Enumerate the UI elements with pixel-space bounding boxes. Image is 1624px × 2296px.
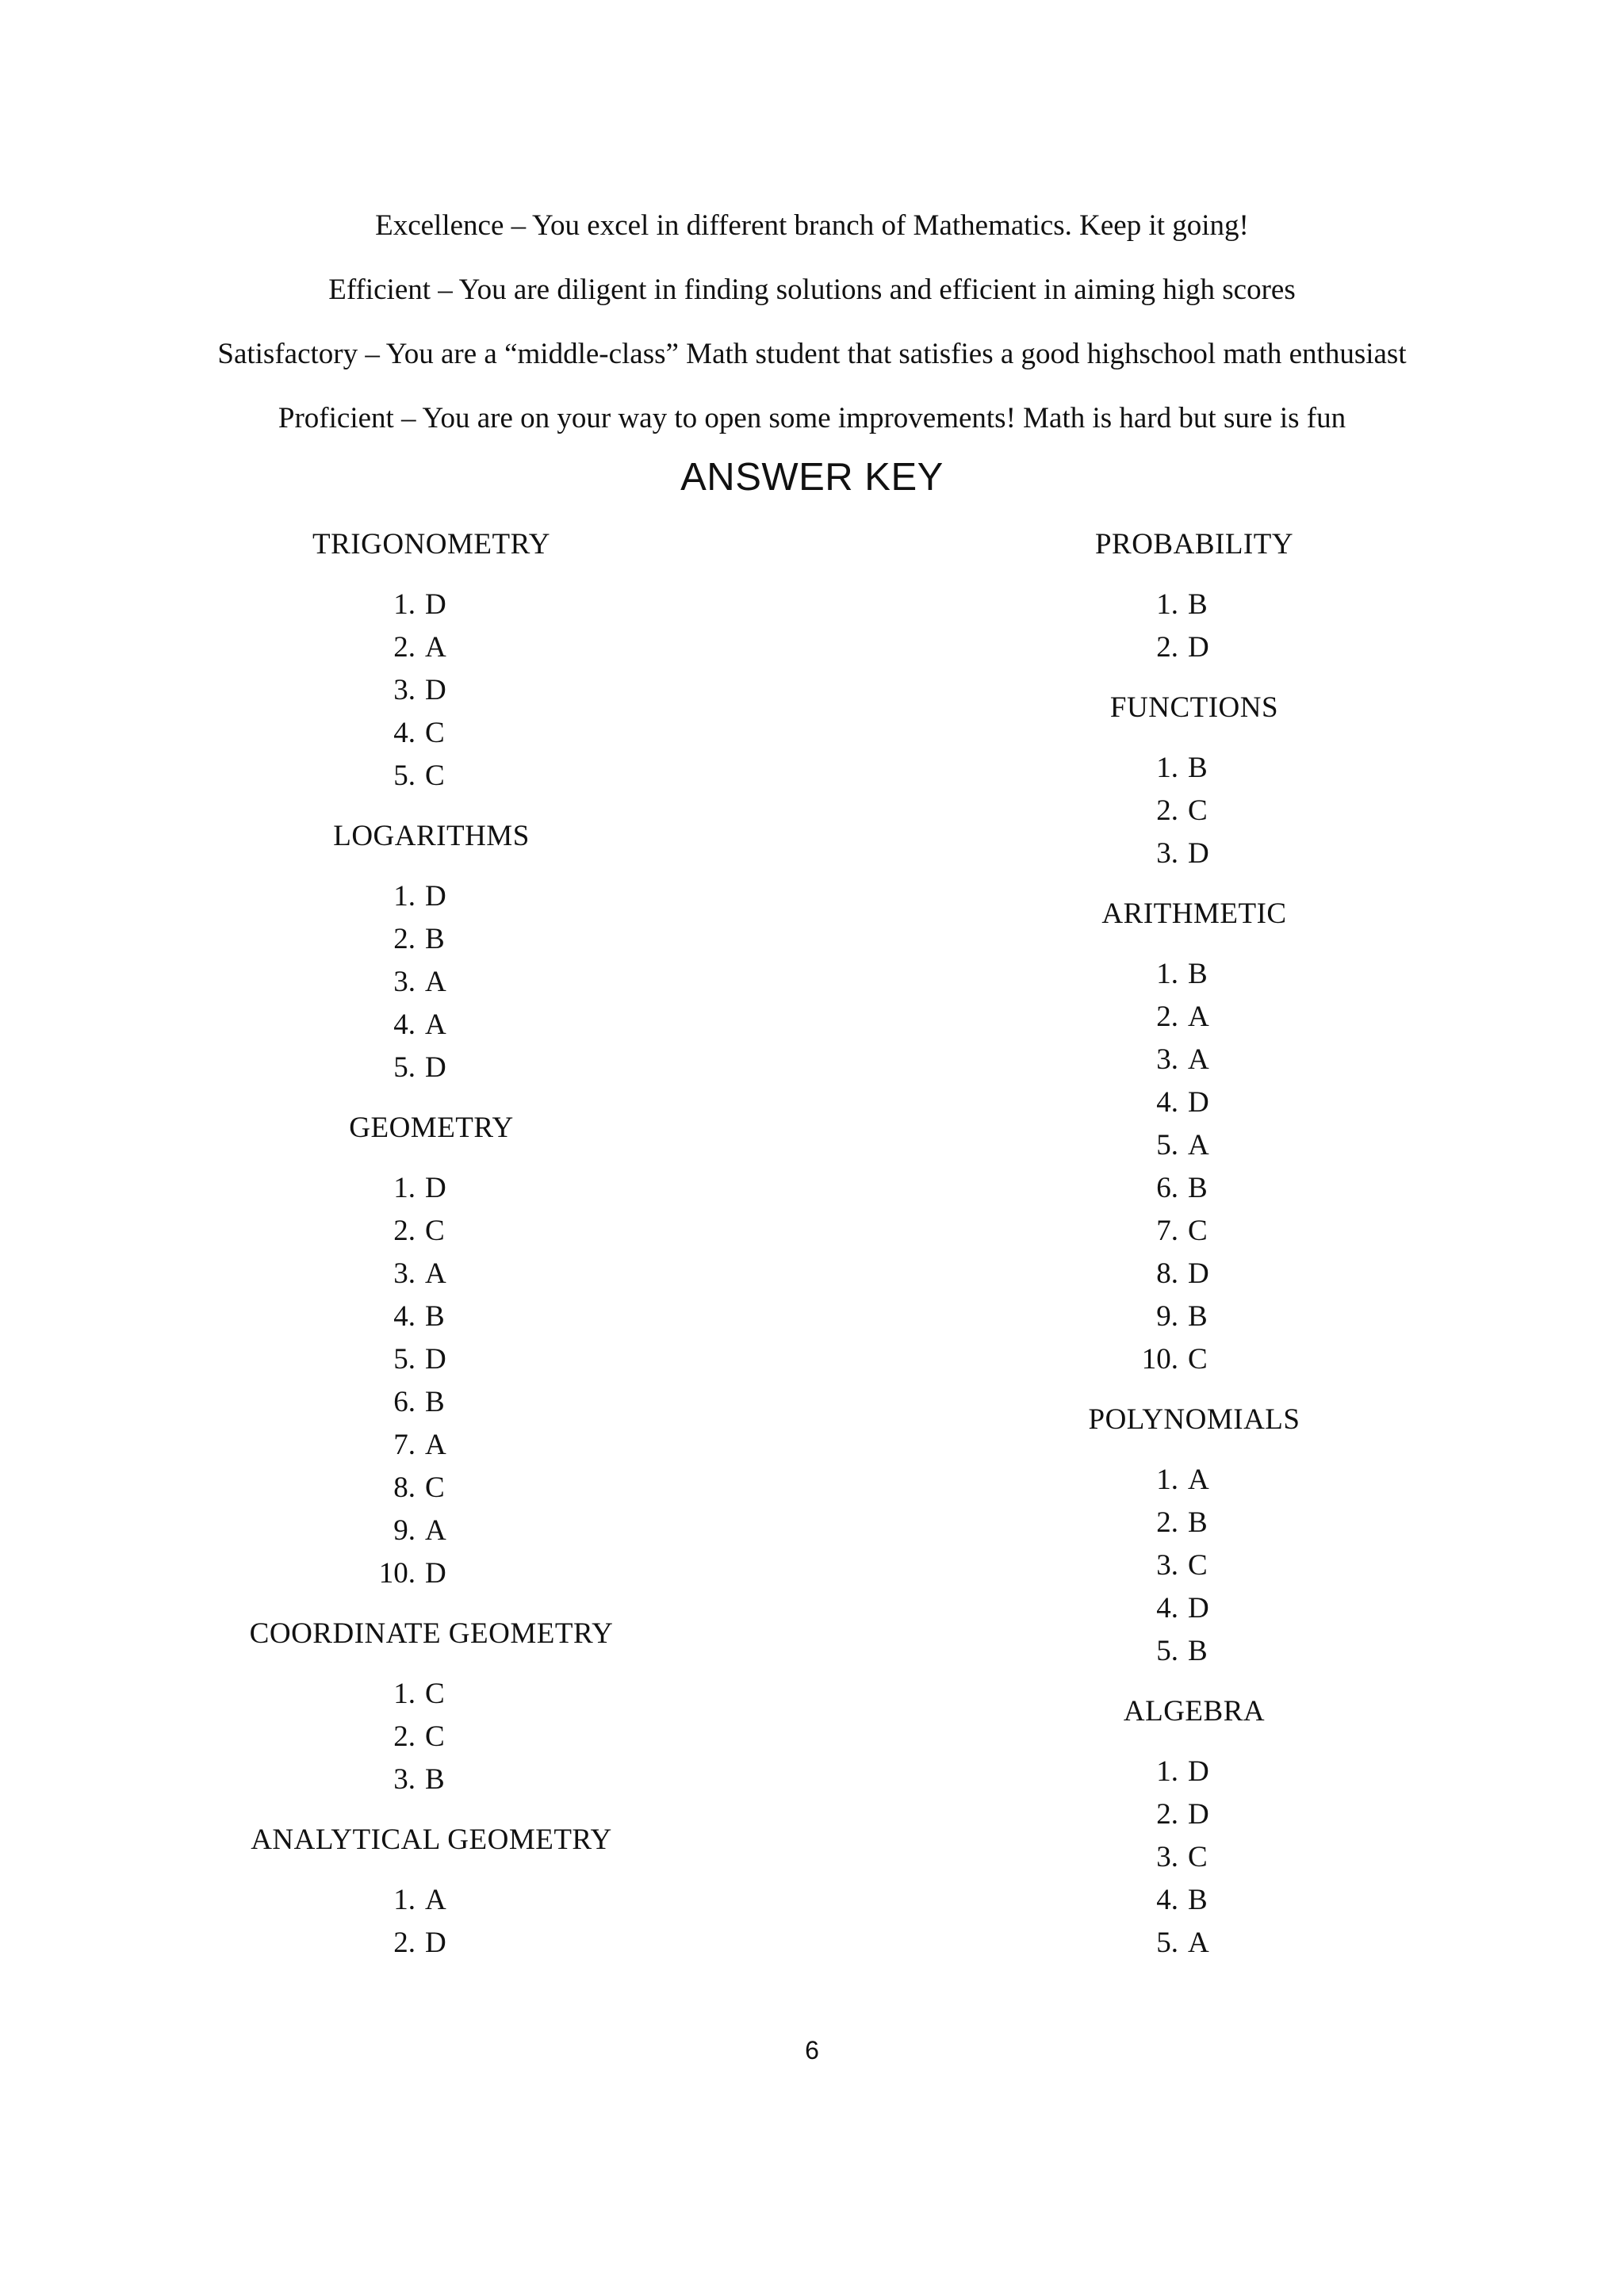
answer-item: [193, 712, 669, 755]
answer-number: 2.: [1156, 631, 1178, 664]
answer-number: 1.: [1156, 958, 1178, 990]
answer-item: [956, 1459, 1432, 1502]
answer-section-analytical-geometry: [193, 1819, 669, 1965]
rating-satisfactory: Satisfactory – You are a “middle-class” Math student that satisfies a good highschool math enthusiast: [217, 338, 1407, 370]
answer-item: [956, 790, 1432, 832]
page-title: ANSWER KEY: [680, 456, 944, 499]
answer-letter: C: [425, 1471, 445, 1504]
answer-section-functions: [956, 687, 1432, 875]
answer-item: [956, 626, 1432, 669]
answer-letter: B: [425, 923, 445, 955]
answer-item: [956, 1879, 1432, 1922]
answer-number: 2.: [1156, 794, 1178, 827]
section-heading: LOGARITHMS: [333, 820, 530, 852]
answer-number: 5.: [393, 1051, 416, 1084]
page-number: 6: [805, 2036, 819, 2064]
answer-number: 4.: [393, 1300, 416, 1333]
answer-item: [956, 1124, 1432, 1167]
answer-letter: D: [425, 674, 446, 706]
answer-item: [193, 1552, 669, 1595]
answer-letter: A: [425, 1008, 446, 1041]
answer-letter: D: [425, 588, 446, 621]
answer-letter: D: [1188, 1798, 1209, 1831]
answer-item: [956, 953, 1432, 996]
answer-letter: B: [1188, 588, 1208, 621]
section-heading: ALGEBRA: [1123, 1695, 1266, 1728]
answer-number: 2.: [393, 1720, 416, 1753]
answer-letter: A: [1188, 1464, 1209, 1496]
answer-letter: D: [425, 1927, 446, 1959]
answer-item: [956, 1587, 1432, 1630]
answer-item: [956, 747, 1432, 790]
answer-letter: C: [1188, 794, 1208, 827]
answer-letter: D: [425, 1557, 446, 1590]
answer-number: 7.: [393, 1429, 416, 1461]
answer-section-trigonometry: [193, 523, 669, 798]
answer-letter: A: [425, 1514, 446, 1547]
answer-letter: B: [1188, 752, 1208, 784]
answer-item: [956, 1338, 1432, 1381]
answer-letter: D: [425, 1343, 446, 1376]
answer-list: [956, 747, 1432, 875]
answer-number: 3.: [393, 1763, 416, 1796]
answer-section-logarithms: [193, 815, 669, 1089]
answer-number: 2.: [1156, 1798, 1178, 1831]
answer-number: 2.: [393, 1927, 416, 1959]
section-heading: POLYNOMIALS: [1088, 1403, 1300, 1436]
section-heading: COORDINATE GEOMETRY: [249, 1617, 614, 1650]
answer-number: 5.: [393, 1343, 416, 1376]
answer-number: 2.: [393, 923, 416, 955]
answer-item: [193, 1673, 669, 1716]
answer-list: [956, 953, 1432, 1381]
answer-number: 3.: [393, 966, 416, 998]
answer-number: 5.: [1156, 1635, 1178, 1667]
answer-number: 3.: [1156, 837, 1178, 870]
answer-number: 5.: [1156, 1129, 1178, 1161]
answer-number: 4.: [1156, 1884, 1178, 1916]
answer-letter: C: [425, 760, 445, 792]
answer-item: [193, 1210, 669, 1253]
answer-number: 9.: [1156, 1300, 1178, 1333]
answer-item: [193, 918, 669, 961]
answer-item: [193, 1424, 669, 1467]
answer-letter: D: [1188, 1257, 1209, 1290]
answer-number: 8.: [1156, 1257, 1178, 1290]
answer-item: [956, 1210, 1432, 1253]
answer-item: [193, 961, 669, 1004]
answer-letter: A: [1188, 1129, 1209, 1161]
answer-item: [193, 1758, 669, 1801]
answer-number: 1.: [1156, 1464, 1178, 1496]
answer-number: 1.: [393, 1678, 416, 1710]
answer-number: 3.: [1156, 1841, 1178, 1873]
answer-number: 2.: [393, 1215, 416, 1247]
answer-letter: C: [1188, 1343, 1208, 1376]
answer-number: 4.: [1156, 1592, 1178, 1624]
answer-list: [193, 1673, 669, 1801]
answer-item: [193, 1922, 669, 1965]
answer-item: [193, 1047, 669, 1089]
section-heading: ARITHMETIC: [1101, 897, 1287, 930]
answer-number: 3.: [393, 1257, 416, 1290]
answer-number: 1.: [393, 1172, 416, 1204]
answer-list: [956, 584, 1432, 669]
answer-letter: A: [425, 966, 446, 998]
answer-letter: C: [1188, 1549, 1208, 1582]
answer-number: 2.: [393, 631, 416, 664]
answer-letter: A: [1188, 1927, 1209, 1959]
answer-item: [956, 1039, 1432, 1081]
answer-section-arithmetic: [956, 893, 1432, 1381]
answer-number: 1.: [393, 588, 416, 621]
answer-number: 4.: [393, 1008, 416, 1041]
answer-letter: D: [425, 1172, 446, 1204]
answer-letter: B: [1188, 1884, 1208, 1916]
answer-letter: B: [1188, 1172, 1208, 1204]
answer-number: 1.: [1156, 1755, 1178, 1788]
answer-list: [193, 1879, 669, 1965]
answer-item: [193, 1879, 669, 1922]
answer-letter: B: [1188, 1506, 1208, 1539]
answer-letter: C: [425, 1678, 445, 1710]
rating-excellence: Excellence – You excel in different branch of Mathematics. Keep it going!: [375, 209, 1249, 242]
answer-number: 3.: [393, 674, 416, 706]
answer-letter: A: [425, 1429, 446, 1461]
answer-number: 4.: [393, 717, 416, 749]
answer-number: 6.: [1156, 1172, 1178, 1204]
answer-number: 1.: [1156, 588, 1178, 621]
answer-item: [193, 1467, 669, 1510]
answer-letter: B: [425, 1763, 445, 1796]
answer-letter: D: [1188, 631, 1209, 664]
answer-list: [193, 1167, 669, 1595]
answer-letter: A: [425, 631, 446, 664]
answer-item: [193, 755, 669, 798]
answer-number: 3.: [1156, 1549, 1178, 1582]
answer-letter: C: [425, 717, 445, 749]
answer-item: [956, 1793, 1432, 1836]
answer-number: 1.: [1156, 752, 1178, 784]
rating-efficient: Efficient – You are diligent in finding solutions and efficient in aiming high scores: [328, 274, 1296, 306]
answer-list: [956, 1751, 1432, 1965]
answer-item: [193, 1167, 669, 1210]
answer-letter: A: [425, 1884, 446, 1916]
answer-letter: D: [425, 1051, 446, 1084]
answer-section-geometry: [193, 1107, 669, 1595]
answer-item: [193, 626, 669, 669]
answer-item: [956, 1081, 1432, 1124]
answer-number: 5.: [393, 760, 416, 792]
answer-item: [956, 1630, 1432, 1673]
answer-item: [956, 832, 1432, 875]
answer-list: [193, 584, 669, 798]
answer-letter: D: [1188, 1592, 1209, 1624]
answer-section-coordinate-geometry: [193, 1613, 669, 1801]
answer-number: 2.: [1156, 1001, 1178, 1033]
answer-item: [956, 1167, 1432, 1210]
answer-item: [956, 584, 1432, 626]
answer-section-probability: [956, 523, 1432, 669]
answer-item: [193, 1510, 669, 1552]
section-heading: ANALYTICAL GEOMETRY: [251, 1823, 612, 1856]
answer-item: [956, 1295, 1432, 1338]
answer-section-algebra: [956, 1690, 1432, 1965]
answer-item: [193, 584, 669, 626]
answer-letter: B: [1188, 1635, 1208, 1667]
answer-item: [193, 669, 669, 712]
answer-letter: A: [1188, 1043, 1209, 1076]
answer-section-polynomials: [956, 1399, 1432, 1673]
answer-item: [956, 1502, 1432, 1544]
answer-letter: B: [1188, 958, 1208, 990]
answer-item: [956, 996, 1432, 1039]
answer-number: 7.: [1156, 1215, 1178, 1247]
answer-number: 6.: [393, 1386, 416, 1418]
answer-item: [193, 1004, 669, 1047]
answer-letter: C: [1188, 1215, 1208, 1247]
answer-item: [956, 1751, 1432, 1793]
answer-list: [956, 1459, 1432, 1673]
answer-number: 4.: [1156, 1086, 1178, 1119]
answer-item: [956, 1922, 1432, 1965]
answer-item: [956, 1836, 1432, 1879]
answer-letter: C: [425, 1215, 445, 1247]
section-heading: GEOMETRY: [349, 1112, 514, 1144]
answer-number: 10.: [378, 1557, 416, 1590]
answer-number: 10.: [1141, 1343, 1178, 1376]
rating-proficient: Proficient – You are on your way to open some improvements! Math is hard but sure is fun: [278, 402, 1346, 434]
answer-letter: D: [425, 880, 446, 913]
section-heading: PROBABILITY: [1094, 528, 1294, 561]
answer-number: 2.: [1156, 1506, 1178, 1539]
answer-item: [956, 1253, 1432, 1295]
rating-descriptions: [0, 193, 1624, 450]
answer-letter: A: [425, 1257, 446, 1290]
answer-number: 1.: [393, 880, 416, 913]
answer-item: [193, 1253, 669, 1295]
answer-item: [193, 1338, 669, 1381]
answer-letter: B: [425, 1300, 445, 1333]
answer-letter: B: [425, 1386, 445, 1418]
answer-item: [956, 1544, 1432, 1587]
answer-number: 9.: [393, 1514, 416, 1547]
answer-number: 8.: [393, 1471, 416, 1504]
answer-letter: D: [1188, 1755, 1209, 1788]
section-heading: FUNCTIONS: [1109, 691, 1279, 724]
answer-item: [193, 1716, 669, 1758]
answer-letter: B: [1188, 1300, 1208, 1333]
answer-item: [193, 1381, 669, 1424]
answer-item: [193, 1295, 669, 1338]
answer-item: [193, 875, 669, 918]
answer-letter: D: [1188, 1086, 1209, 1119]
answer-number: 5.: [1156, 1927, 1178, 1959]
answer-letter: C: [1188, 1841, 1208, 1873]
answer-list: [193, 875, 669, 1089]
answer-letter: C: [425, 1720, 445, 1753]
answer-column-right: [956, 523, 1432, 1965]
section-heading: TRIGONOMETRY: [312, 528, 550, 561]
answer-column-left: [193, 523, 669, 1965]
answer-number: 3.: [1156, 1043, 1178, 1076]
answer-letter: D: [1188, 837, 1209, 870]
answer-number: 1.: [393, 1884, 416, 1916]
answer-letter: A: [1188, 1001, 1209, 1033]
